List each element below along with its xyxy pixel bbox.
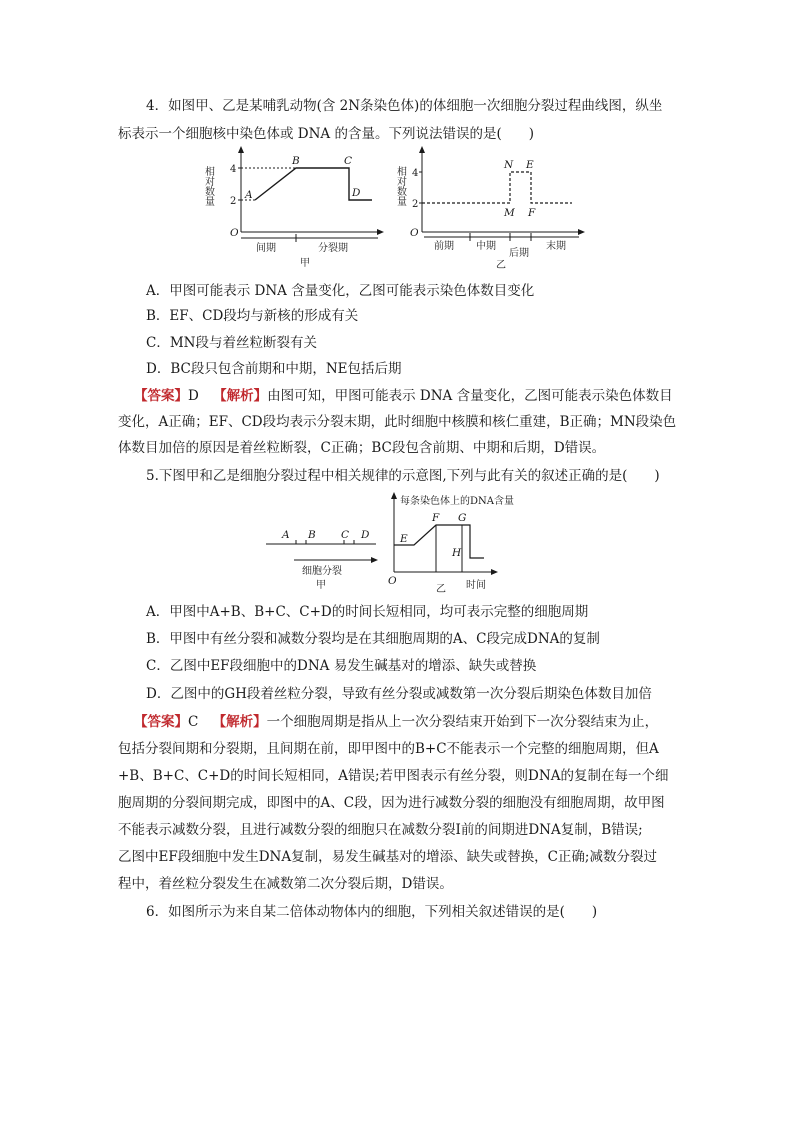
q4-jia-caption: 甲 xyxy=(300,258,310,269)
q5-yi-point-h: H xyxy=(452,547,462,559)
q5-answer-tag: 【答案】 xyxy=(134,714,188,730)
q5-analysis-7: 程中，着丝粒分裂发生在减数第二次分裂后期，D错误。 xyxy=(118,876,453,892)
q5-analysis-6: 乙图中EF段细胞中发生DNA复制，易发生碱基对的增添、缺失或替换，C正确;减数分裂过 xyxy=(118,849,657,865)
q5-yi-caption: 乙 xyxy=(436,584,446,595)
q5-yi-point-f: F xyxy=(432,512,440,524)
q4-yi-point-m: M xyxy=(504,207,515,219)
q4-yi-point-n: N xyxy=(504,159,514,171)
q4-stem-line1: 4．如图甲、乙是某哺乳动物(含 2N条染色体)的体细胞一次细胞分裂过程曲线图，纵坐 xyxy=(146,98,663,114)
q4-option-c: C．MN段与着丝粒断裂有关 xyxy=(146,335,317,351)
q4-stem-line2: 标表示一个细胞核中染色体或 DNA 的含量。下列说法错误的是( ) xyxy=(118,126,535,142)
q4-jia-seg-interphase: 间期 xyxy=(256,243,276,254)
q4-jia-origin: O xyxy=(230,227,239,239)
q4-figure-jia xyxy=(200,146,385,270)
q4-analysis-3: 体数目加倍的原因是着丝粒断裂，C正确；BC段包含前期、中期和后期，D错误。 xyxy=(118,440,606,456)
q4-answer-tag: 【答案】 xyxy=(134,388,188,404)
q5-analysis-1: 一个细胞周期是指从上一次分裂结束开始到下一次分裂结束为止， xyxy=(266,714,659,730)
q5-analysis-5: 不能表示减数分裂，且进行减数分裂的细胞只在减数分裂Ⅰ前的间期进DNA复制，B错误; xyxy=(118,822,643,838)
q4-figure-yi xyxy=(396,146,596,270)
q5-option-a: A．甲图中A+B、B+C、C+D的时间长短相同，均可表示完整的细胞周期 xyxy=(146,604,589,620)
q5-figure-yi xyxy=(386,488,586,594)
q4-jia-point-d: D xyxy=(352,187,361,199)
q5-yi-origin: O xyxy=(388,575,397,587)
q4-yi-phase-telophase: 末期 xyxy=(546,241,566,252)
q5-option-b: B．甲图中有丝分裂和减数分裂均是在其细胞周期的A、C段完成DNA的复制 xyxy=(146,631,600,647)
q4-jia-y4: 4 xyxy=(230,164,237,175)
q5-stem: 5.下图甲和乙是细胞分裂过程中相关规律的示意图,下列与此有关的叙述正确的是( ) xyxy=(146,468,660,484)
q5-option-d: D．乙图中的GH段着丝粒分裂，导致有丝分裂或减数第一次分裂后期染色体数目加倍 xyxy=(146,686,652,702)
q4-jia-point-b: B xyxy=(292,155,300,167)
q4-yi-point-e: E xyxy=(526,159,534,171)
q5-yi-xlabel: 时间 xyxy=(466,580,486,591)
q4-option-d: D．BC段只包含前期和中期，NE包括后期 xyxy=(146,361,402,377)
q5-option-c: C．乙图中EF段细胞中的DNA 易发生碱基对的增添、缺失或替换 xyxy=(146,658,537,674)
q4-yi-phase-metaphase: 中期 xyxy=(476,241,496,252)
q4-yi-curve xyxy=(422,172,572,203)
q5-jia-point-b: B xyxy=(308,529,316,541)
q4-jia-ylabel: 相对数量 xyxy=(202,166,214,206)
q4-analysis-2: 变化，A正确；EF、CD段均表示分裂末期，此时细胞中核膜和核仁重建，B正确；MN段染色 xyxy=(118,414,677,430)
q5-jia-point-a: A xyxy=(282,529,290,541)
q4-yi-caption: 乙 xyxy=(496,260,506,271)
q4-option-b: B．EF、CD段均与新核的形成有关 xyxy=(146,308,359,324)
q5-jia-point-d: D xyxy=(361,529,370,541)
q5-jia-label: 细胞分裂 xyxy=(302,566,342,577)
q5-figure-jia xyxy=(264,522,394,592)
q5-yi-point-e: E xyxy=(400,533,408,545)
q4-option-a: A．甲图可能表示 DNA 含量变化，乙图可能表示染色体数目变化 xyxy=(146,283,535,299)
q6-stem: 6．如图所示为来自某二倍体动物体内的细胞，下列相关叙述错误的是( ) xyxy=(146,904,598,920)
q5-analysis-4: 胞周期的分裂间期完成，即图中的A、C段，因为进行减数分裂的细胞没有细胞周期，故甲图 xyxy=(118,795,665,811)
q4-jia-point-c: C xyxy=(344,155,353,167)
q4-yi-ylabel: 相对数量 xyxy=(394,166,406,206)
q5-answer: C xyxy=(188,714,199,730)
q4-jia-point-a: A xyxy=(245,189,253,201)
q4-answer: D xyxy=(188,388,199,404)
q4-yi-phase-prophase: 前期 xyxy=(434,241,454,252)
q5-jia-point-c: C xyxy=(341,529,350,541)
q4-jia-seg-division: 分裂期 xyxy=(318,243,348,254)
q5-yi-point-g: G xyxy=(458,512,467,524)
q4-analysis-1: 由图可知，甲图可能表示 DNA 含量变化，乙图可能表示染色体数目 xyxy=(267,388,673,404)
q4-jia-y2: 2 xyxy=(230,196,237,207)
q4-analysis-tag: 【解析】 xyxy=(213,388,268,404)
q5-jia-caption: 甲 xyxy=(316,580,326,591)
q5-yi-ylabel: 每条染色体上的DNA含量 xyxy=(400,496,514,507)
q5-answer-line xyxy=(134,712,658,732)
q4-yi-y4: 4 xyxy=(412,168,419,179)
q4-answer-line xyxy=(134,386,673,406)
q5-analysis-2: 包括分裂间期和分裂期，且间期在前，即甲图中的B+C不能表示一个完整的细胞周期，但A xyxy=(118,741,659,757)
q4-yi-point-f: F xyxy=(528,207,536,219)
q5-analysis-3: +B、B+C、C+D的时间长短相同，A错误;若甲图表示有丝分裂，则DNA的复制在每一个细 xyxy=(118,768,669,784)
q4-yi-phase-anaphase: 后期 xyxy=(509,248,529,259)
q4-yi-origin: O xyxy=(410,227,419,239)
q4-yi-y2: 2 xyxy=(412,199,419,210)
q5-analysis-tag: 【解析】 xyxy=(212,714,267,730)
